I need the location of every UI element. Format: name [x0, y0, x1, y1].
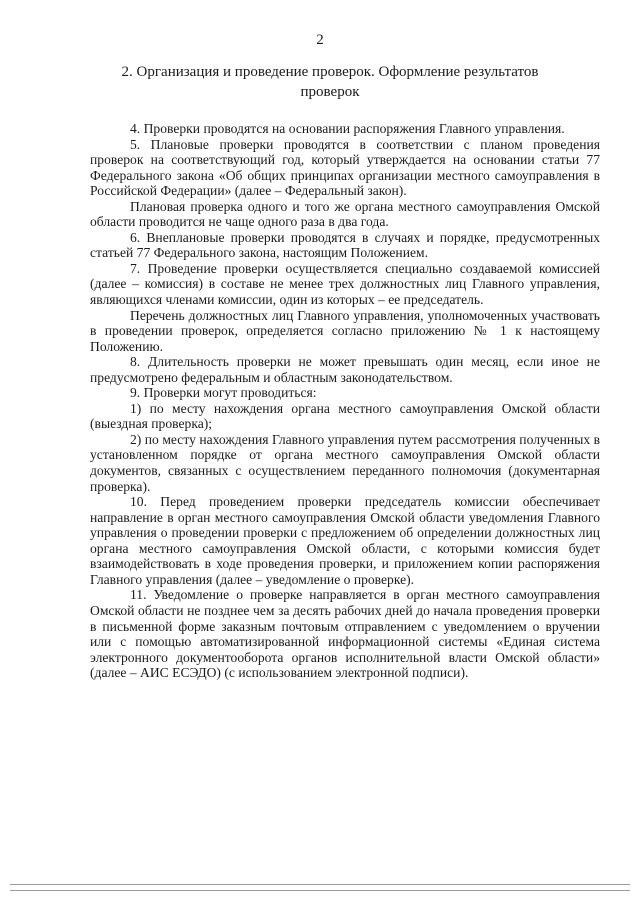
section-title: 2. Организация и проведение проверок. Оформление результатов проверок: [121, 64, 539, 100]
paragraph-10: 10. Перед проведением проверки председатель комиссии обеспечивает направление в орган местного самоуправления Омской области уведомления Главного управления о проведении проверки с предложением об определении должностных лиц органа местного самоуправления Омской области, с которыми комиссия будет взаимодействовать в ходе проведения проверки, и приложением копии распоряжения Главного управления (далее – уведомление о проверке).: [90, 494, 600, 587]
paragraph-7-list: Перечень должностных лиц Главного управления, уполномоченных участвовать в проведении проверок, определяется согласно приложению № 1 к настоящему Положению.: [90, 307, 600, 354]
paragraph-8: 8. Длительность проверки не может превышать один месяц, если иное не предусмотрено федеральным и областным законодательством.: [90, 354, 600, 385]
scan-edge-line: [10, 890, 630, 891]
paragraph-5-note: Плановая проверка одного и того же органа местного самоуправления Омской области проводится не чаще одного раза в два года.: [90, 198, 600, 230]
paragraph-9-item-2: 2) по месту нахождения Главного управления путем рассмотрения полученных в установленном порядке от органа местного самоуправления Омской области документов, связанных с осуществлением переданного полномочия (документарная проверка).: [90, 431, 600, 494]
scan-edge-line: [10, 884, 630, 885]
paragraph-9: 9. Проверки могут проводиться:: [130, 385, 317, 401]
document-body: [90, 121, 600, 681]
paragraph-9-item-1: 1) по месту нахождения органа местного самоуправления Омской области (выездная проверка);: [90, 400, 600, 432]
paragraph-6: 6. Внеплановые проверки проводятся в случаях и порядке, предусмотренных статьей 77 Федерального закона, настоящим Положением.: [90, 229, 600, 261]
page-number: 2: [316, 32, 324, 48]
paragraph-7: 7. Проведение проверки осуществляется специально создаваемой комиссией (далее – комиссия) в составе не менее трех должностных лиц Главного управления, являющихся членами комиссии, один из которых – ее председатель.: [90, 260, 600, 308]
paragraph-11: 11. Уведомление о проверке направляется в орган местного самоуправления Омской области не позднее чем за десять рабочих дней до начала проведения проверки в письменной форме заказным почтовым отправлением с уведомлением о вручении или с помощью автоматизированной информационной системы «Единая система электронного документооборота органов исполнительной власти Омской области» (далее – АИС ЕСЭДО) (с использованием электронной подписи).: [90, 587, 600, 681]
paragraph-5: 5. Плановые проверки проводятся в соответствии с планом проведения проверок на соответствующий год, который утверждается на основании статьи 77 Федерального закона «Об общих принципах организации местного самоуправления в Российской Федерации» (далее – Федеральный закон).: [90, 136, 600, 199]
paragraph-4: 4. Проверки проводятся на основании распоряжения Главного управления.: [130, 121, 565, 136]
